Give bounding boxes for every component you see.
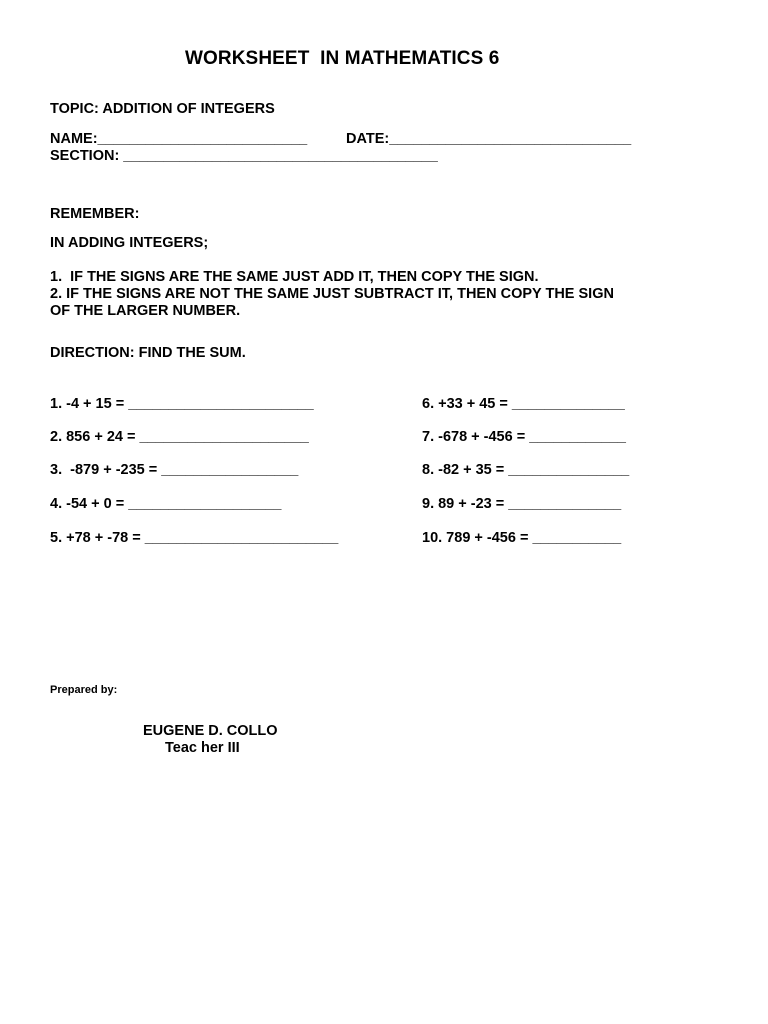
problem-item: 9. 89 + -23 = ______________ [422,496,622,512]
rule-line: OF THE LARGER NUMBER. [50,303,241,319]
section-field: SECTION: _______________________________________ [50,148,438,164]
date-field: DATE:______________________________ [346,131,632,147]
direction-line: DIRECTION: FIND THE SUM. [50,345,246,361]
problem-item: 3. -879 + -235 = _________________ [50,462,299,478]
problem-item: 1. -4 + 15 = _______________________ [50,396,314,412]
name-field: NAME:__________________________ [50,131,308,147]
problem-item: 2. 856 + 24 = _____________________ [50,429,309,445]
problem-item: 7. -678 + -456 = ____________ [422,429,626,445]
problem-item: 4. -54 + 0 = ___________________ [50,496,282,512]
problem-item: 6. +33 + 45 = ______________ [422,396,625,412]
page-title: WORKSHEET IN MATHEMATICS 6 [185,48,500,69]
teacher-name: EUGENE D. COLLO [143,723,278,739]
problem-item: 5. +78 + -78 = ________________________ [50,530,339,546]
topic-line: TOPIC: ADDITION OF INTEGERS [50,101,275,117]
rule-line: 1. IF THE SIGNS ARE THE SAME JUST ADD IT, THEN COPY THE SIGN. [50,269,539,285]
teacher-title: Teac her III [165,740,240,756]
prepared-by-label: Prepared by: [50,684,118,696]
remember-heading: REMEMBER: [50,206,140,222]
problem-item: 10. 789 + -456 = ___________ [422,530,622,546]
rule-line: 2. IF THE SIGNS ARE NOT THE SAME JUST SUBTRACT IT, THEN COPY THE SIGN [50,286,614,302]
rules-intro: IN ADDING INTEGERS; [50,235,209,251]
problem-item: 8. -82 + 35 = _______________ [422,462,630,478]
